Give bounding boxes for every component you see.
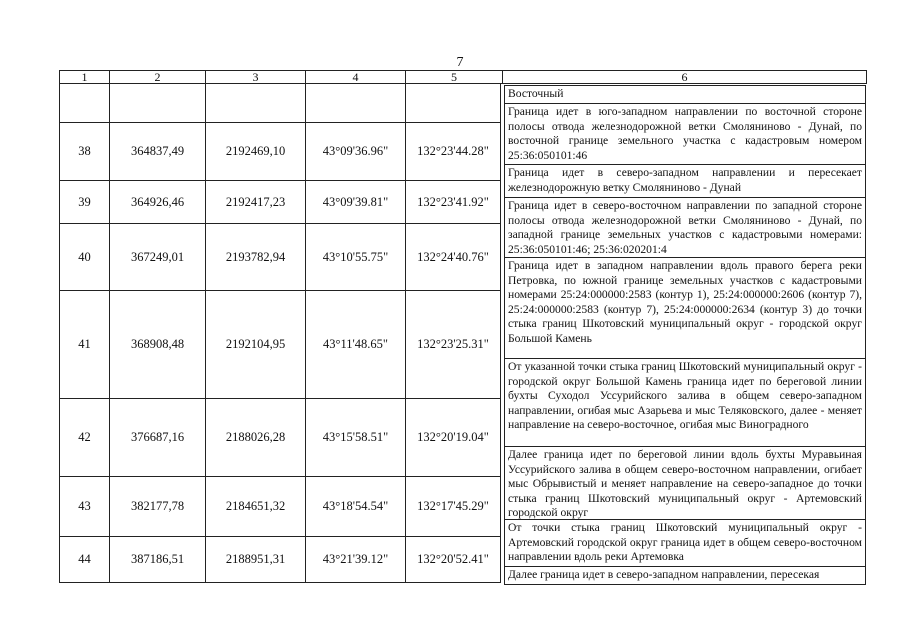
latitude: 43°21'39.12" (306, 537, 406, 582)
boundary-description: Граница идет в юго-западном направлении по восточной стороне полосы отвода железнодорожной ветки Смоляниново - Дунай, по восточной границе земельного участка с кадастровым номером 25:36:050101:46 (504, 103, 866, 165)
table-row (59, 476, 501, 537)
boundary-description: Граница идет в северо-восточном направлении по западной стороне полосы отвода железнодорожной ветки Смоляниново - Дунай, по западной границе земельных участков с кадастровыми номерами: 25:36:050101:46; 25:36:020201:4 (504, 197, 866, 258)
table-header (59, 70, 866, 84)
header-col-2: 2 (109, 70, 206, 84)
x-coordinate: 376687,16 (110, 399, 206, 476)
y-coordinate: 2188026,28 (206, 399, 306, 476)
boundary-description: Далее граница идет в северо-западном направлении, пересекая (504, 566, 866, 585)
point-number: 40 (60, 224, 110, 290)
x-coordinate: 368908,48 (110, 291, 206, 398)
header-col-5: 5 (405, 70, 503, 84)
boundary-description: Восточный (504, 85, 866, 104)
y-coordinate: 2193782,94 (206, 224, 306, 290)
longitude: 132°23'25.31" (417, 337, 489, 351)
table-row (59, 536, 501, 583)
y-coordinate: 2188951,31 (206, 537, 306, 582)
boundary-description: Граница идет в западном направлении вдоль правого берега реки Петровка, по южной границе земельных участков с кадастровыми номерами 25:24:000000:2583 (контур 1), 25:24:000000:2606 (контур 7), 25:24:000000:2583 (контур 7), 25:24:000000:2634 (контур 3) до точки стыка границ Шкотовский муниципальный округ - городской округ Большой Камень (504, 257, 866, 359)
latitude: 43°09'36.96" (306, 123, 406, 180)
table-row-empty (59, 83, 501, 123)
header-col-1: 1 (59, 70, 110, 84)
point-number: 39 (60, 181, 110, 223)
table-row (59, 223, 501, 291)
boundary-description: Далее граница идет по береговой линии вдоль бухты Муравьиная Уссурийского залива в общем северо-восточном направлении, огибает мыс Обрывистый и меняет направление на северо-западное до точки стыка границ Шкотовский муниципальный округ - Артемовский городской округ (504, 446, 866, 520)
point-number: 42 (60, 399, 110, 476)
table-row (59, 290, 501, 399)
header-col-3: 3 (205, 70, 306, 84)
longitude: 132°20'52.41" (417, 552, 489, 566)
boundary-description: От указанной точки стыка границ Шкотовский муниципальный округ - городской округ Большой Камень граница идет по береговой линии бухты Суходол Уссурийского залива в общем северо-западном направлении, огибая мыс Азарьева и мыс Теляковского, далее - меняет направление на северо-восточное, огибая мыс Виноградного (504, 358, 866, 447)
header-col-6: 6 (502, 70, 867, 84)
x-coordinate: 387186,51 (110, 537, 206, 582)
longitude: 132°20'19.04" (417, 430, 489, 444)
boundary-description: Граница идет в северо-западном направлении и пересекает железнодорожную ветку Смоляниново - Дунай (504, 164, 866, 198)
x-coordinate: 364837,49 (110, 123, 206, 180)
latitude: 43°18'54.54" (306, 477, 406, 536)
y-coordinate: 2192417,23 (206, 181, 306, 223)
point-number: 43 (60, 477, 110, 536)
latitude: 43°15'58.51" (306, 399, 406, 476)
y-coordinate: 2192104,95 (206, 291, 306, 398)
header-col-4: 4 (305, 70, 406, 84)
point-number: 44 (60, 537, 110, 582)
point-number: 38 (60, 123, 110, 180)
table-row (59, 398, 501, 477)
latitude: 43°10'55.75" (306, 224, 406, 290)
longitude: 132°23'41.92" (417, 194, 489, 209)
page-number: 7 (456, 55, 464, 70)
longitude: 132°23'44.28" (417, 144, 489, 158)
table-row (59, 180, 501, 224)
longitude: 132°24'40.76" (417, 249, 489, 264)
boundary-description: От точки стыка границ Шкотовский муниципальный округ - Артемовский городской округ граница идет в общем северо-восточном направлении вдоль реки Артемовка (504, 519, 866, 567)
x-coordinate: 367249,01 (110, 224, 206, 290)
latitude: 43°11'48.65" (306, 291, 406, 398)
longitude: 132°17'45.29" (417, 499, 489, 513)
y-coordinate: 2192469,10 (206, 123, 306, 180)
x-coordinate: 382177,78 (110, 477, 206, 536)
table-row (59, 122, 501, 181)
point-number: 41 (60, 291, 110, 398)
y-coordinate: 2184651,32 (206, 477, 306, 536)
latitude: 43°09'39.81" (306, 181, 406, 223)
x-coordinate: 364926,46 (110, 181, 206, 223)
